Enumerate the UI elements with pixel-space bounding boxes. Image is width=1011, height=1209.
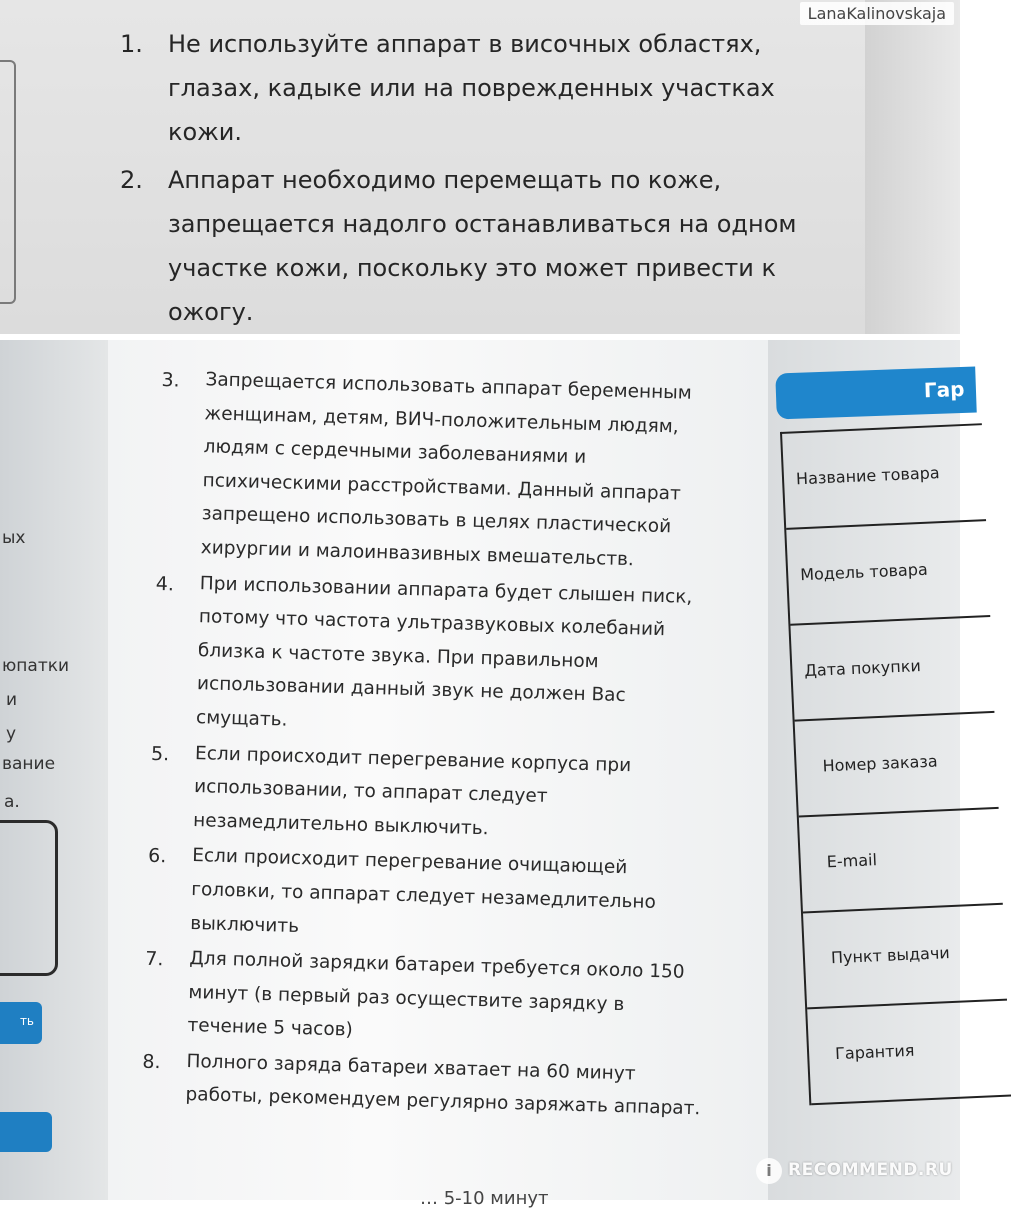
- item-number: 3.: [161, 368, 180, 392]
- right-page-edge: [865, 0, 960, 334]
- watermark-logo-icon: i: [756, 1158, 782, 1184]
- row-label: Номер заказа: [822, 751, 938, 776]
- cut-off-text: … 5-10 минут: [420, 1188, 549, 1209]
- top-instruction-list: [120, 22, 840, 334]
- item-text: Если происходит перегревание корпуса при использовании, то аппарат следует незамедлительно выключить.: [192, 742, 632, 840]
- left-page-fragment: [0, 340, 108, 1200]
- blue-label: [0, 1002, 42, 1044]
- item-text: Для полной зарядки батареи требуется около 150 минут (в первый раз осуществите зарядку в течение 5 часов): [187, 948, 685, 1041]
- instruction-list: [141, 362, 722, 1126]
- instruction-item: [143, 941, 706, 1057]
- table-row: [786, 521, 990, 626]
- table-row: [795, 713, 999, 818]
- text-fragment: юпатки: [2, 656, 70, 676]
- table-row: [807, 1001, 1011, 1106]
- text-fragment: ых: [2, 528, 26, 548]
- instruction-item: [120, 158, 840, 334]
- warranty-header-pill: [775, 367, 976, 420]
- instruction-item: [156, 362, 721, 579]
- text-fragment: вание: [2, 754, 56, 774]
- item-number: 8.: [142, 1050, 161, 1074]
- warranty-table: [780, 423, 1011, 1105]
- text-fragment: а.: [4, 792, 20, 812]
- item-text: Запрещается использовать аппарат беременным женщинам, детям, ВИЧ-положительным людям, людям с сердечными заболеваниями и психическими расстройствами. Данный аппарат запрещено использовать в целях пластической хирургии и малоинвазивных вмешательств.: [200, 369, 693, 571]
- row-label: Дата покупки: [804, 656, 922, 681]
- instruction-item: [120, 22, 840, 154]
- item-text: Полного заряда батареи хватает на 60 минут работы, рекомендуем регулярно заряжать аппарат.: [185, 1050, 701, 1120]
- blue-label-text: ть: [19, 1014, 34, 1028]
- top-photo-panel: [0, 0, 960, 334]
- table-row: [790, 617, 994, 722]
- site-watermark: [756, 1156, 953, 1186]
- table-row: [803, 905, 1007, 1010]
- author-watermark: LanaKalinovskaja: [800, 2, 954, 25]
- bottom-photo-panel: [0, 340, 965, 1209]
- item-number: 6.: [147, 845, 167, 868]
- item-text: Не используйте аппарат в височных областях, глазах, кадыке или на поврежденных участках кожи.: [168, 30, 775, 146]
- item-text: При использовании аппарата будет слышен писк, потому что частота ультразвуковых колебаний близка к частоте звука. При правильном использовании данный звук не должен Вас смущать.: [195, 572, 693, 731]
- instruction-item: [146, 838, 709, 954]
- row-label: Гарантия: [834, 1040, 915, 1064]
- item-number: 4.: [155, 572, 175, 595]
- table-row: [782, 425, 986, 530]
- text-fragment: у: [6, 724, 17, 744]
- item-number: 5.: [150, 742, 170, 765]
- left-edge-frame: [0, 60, 16, 304]
- item-text: Аппарат необходимо перемещать по коже, запрещается надолго останавливаться на одном участке кожи, поскольку это может привести к ожогу.: [168, 166, 797, 326]
- instruction-item: [152, 565, 716, 749]
- table-row: [799, 809, 1003, 914]
- blue-label-2: [0, 1112, 52, 1152]
- warranty-header: Гар: [923, 376, 965, 403]
- item-number: 2.: [120, 166, 143, 194]
- watermark-text: RECOMMEND.RU: [788, 1160, 953, 1180]
- row-label: Модель товара: [799, 559, 929, 585]
- row-label: Название товара: [795, 463, 941, 489]
- instruction-item: [149, 735, 712, 851]
- item-number: 7.: [145, 947, 164, 971]
- item-number: 1.: [120, 30, 143, 58]
- text-fragment: и: [6, 690, 18, 710]
- item-text: Если происходит перегревание очищающей головки, то аппарат следует незамедлительно выключить: [190, 845, 657, 937]
- device-illustration-frame: [0, 820, 58, 976]
- row-label: E-mail: [826, 850, 878, 872]
- row-label: Пункт выдачи: [830, 943, 951, 968]
